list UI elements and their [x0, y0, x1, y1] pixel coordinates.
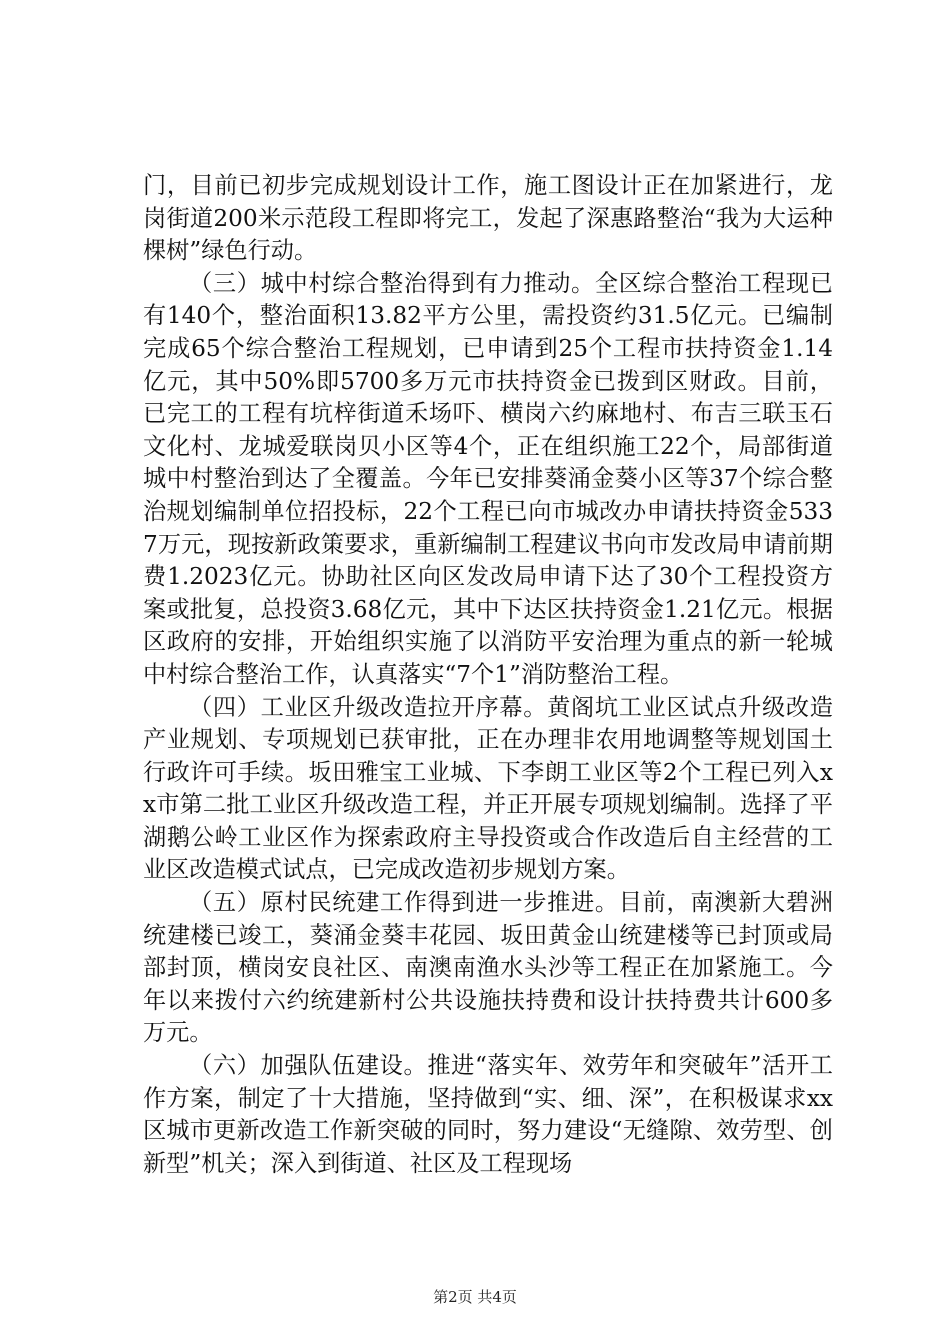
document-body: [143, 170, 833, 1180]
paragraph-continuation: 门，目前已初步完成规划设计工作，施工图设计正在加紧进行，龙岗街道200米示范段工程即将完工，发起了深惠路整治“我为大运种棵树”绿色行动。: [143, 172, 833, 265]
paragraph-section-6: （六）加强队伍建设。推进“落实年、效劳年和突破年”活开工作方案，制定了十大措施，坚持做到“实、细、深”，在积极谋求xx区城市更新改造工作新突破的同时，努力建设“无缝隙、效劳型、创新型”机关；深入到街道、社区及工程现场: [143, 1052, 833, 1177]
page-footer: 第2页 共4页: [433, 1288, 517, 1306]
paragraph-section-4: （四）工业区升级改造拉开序幕。黄阁坑工业区试点升级改造产业规划、专项规划已获审批，正在办理非农用地调整等规划国土行政许可手续。坂田雅宝工业城、下李朗工业区等2个工程已列入xx市第二批工业区升级改造工程，并正开展专项规划编制。选择了平湖鹅公岭工业区作为探索政府主导投资或合作改造后自主经营的工业区改造模式试点，已完成改造初步规划方案。: [143, 693, 833, 884]
paragraph-section-3: （三）城中村综合整治得到有力推动。全区综合整治工程现已有140个，整治面积13.82平方公里，需投资约31.5亿元。已编制完成65个综合整治工程规划，已申请到25个工程市扶持资金1.14亿元，其中50%即5700多万元市扶持资金已拨到区财政。目前，已完工的工程有坑梓街道禾场吓、横岗六约麻地村、布吉三联玉石文化村、龙城爱联岗贝小区等4个，正在组织施工22个，局部街道城中村整治到达了全覆盖。今年已安排葵涌金葵小区等37个综合整治规划编制单位招投标，22个工程已向市城改办申请扶持资金5337万元，现按新政策要求，重新编制工程建议书向市发改局申请前期费1.2023亿元。协助社区向区发改局申请下达了30个工程投资方案或批复，总投资3.68亿元，其中下达区扶持资金1.21亿元。根据区政府的安排，开始组织实施了以消防平安治理为重点的新一轮城中村综合整治工作，认真落实“7个1”消防整治工程。: [143, 269, 833, 688]
paragraph-section-5: （五）原村民统建工作得到进一步推进。目前，南澳新大碧洲统建楼已竣工，葵涌金葵丰花园、坂田黄金山统建楼等已封顶或局部封顶，横岗安良社区、南澳南渔水头沙等工程正在加紧施工。今年以来拨付六约统建新村公共设施扶持费和设计扶持费共计600多万元。: [143, 889, 833, 1047]
